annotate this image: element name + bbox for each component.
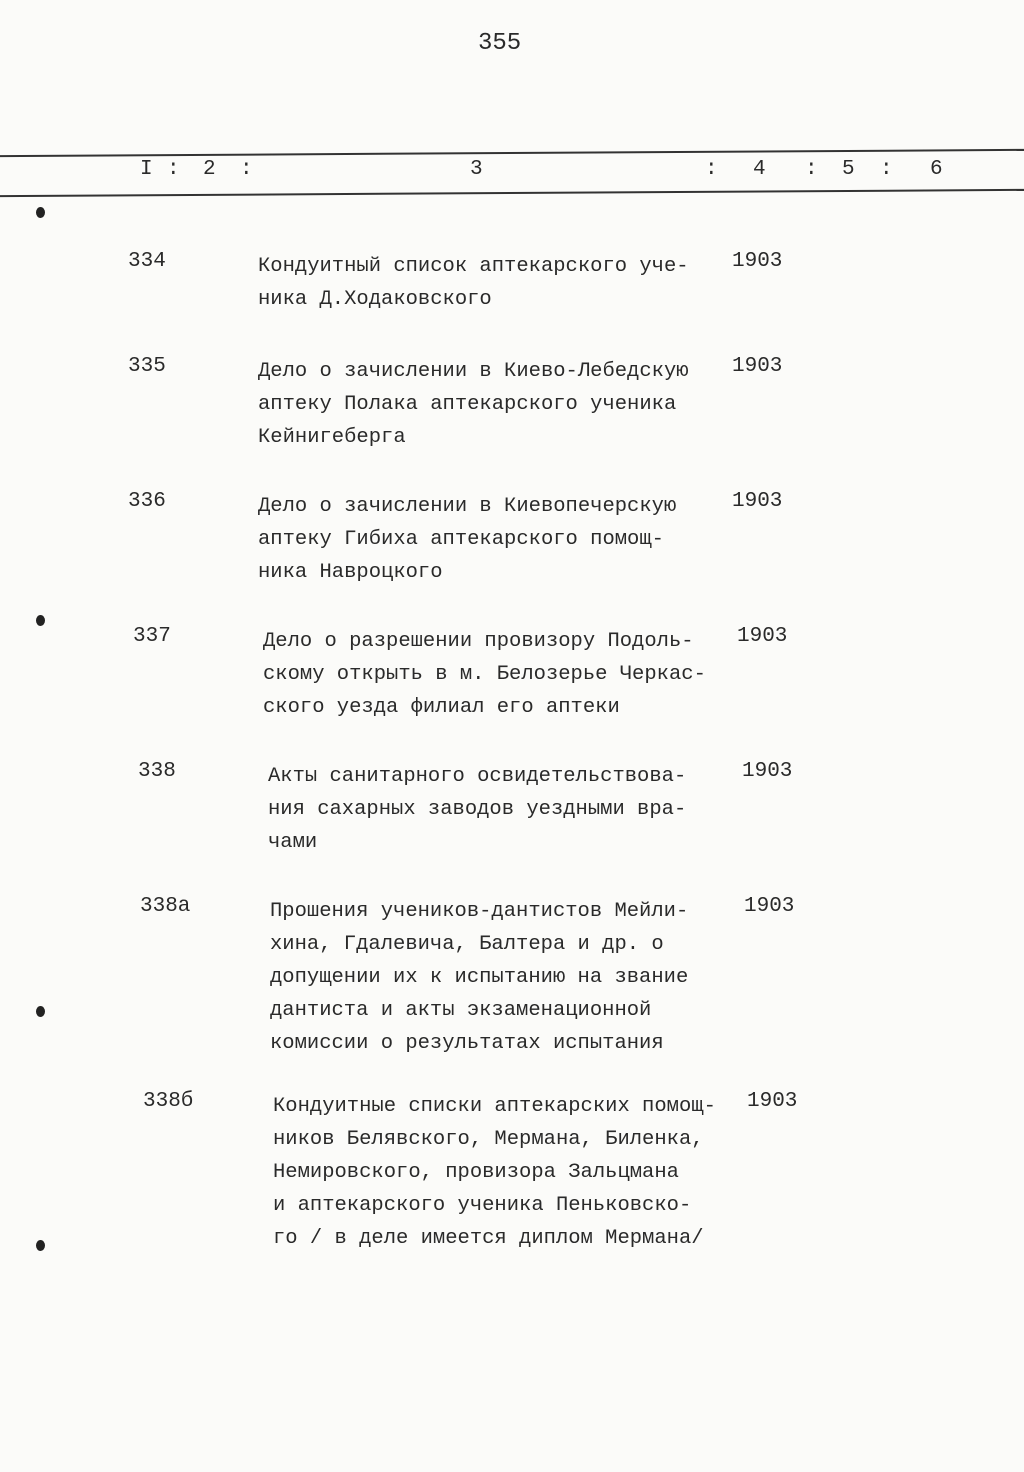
column-separator: :	[805, 158, 818, 181]
entry-number: 335	[128, 355, 166, 378]
entry-year: 1903	[742, 760, 793, 783]
column-5-label: 5	[842, 158, 855, 181]
description-line: допущении их к испытанию на звание	[270, 966, 689, 989]
entry-year: 1903	[737, 625, 788, 648]
binding-hole-mark	[36, 1240, 45, 1251]
binding-hole-mark	[36, 1006, 45, 1017]
entry-description	[258, 355, 728, 454]
description-line: ника Навроцкого	[258, 561, 443, 584]
description-line: и аптекарского ученика Пеньковско-	[273, 1194, 692, 1217]
description-line: дантиста и акты экзаменационной	[270, 999, 652, 1022]
entry-description	[268, 760, 738, 859]
description-line: хина, Гдалевича, Балтера и др. о	[270, 933, 664, 956]
entry-number: 338б	[143, 1090, 194, 1113]
entry-year: 1903	[732, 490, 783, 513]
entry-description	[270, 895, 740, 1060]
description-line: Дело о зачислении в Киево-Лебедскую	[258, 360, 689, 383]
description-line: Дело о разрешении провизору Подоль-	[263, 630, 694, 653]
description-line: ников Белявского, Мермана, Биленка,	[273, 1128, 704, 1151]
column-2-label: 2	[203, 158, 216, 181]
column-separator: :	[167, 158, 180, 181]
description-line: Немировского, провизора Зальцмана	[273, 1161, 679, 1184]
header-top-rule	[0, 149, 1024, 157]
column-separator: :	[705, 158, 718, 181]
entry-description	[258, 250, 728, 316]
description-line: чами	[268, 831, 318, 854]
entry-year: 1903	[732, 250, 783, 273]
description-line: скому открыть в м. Белозерье Черкас-	[263, 663, 706, 686]
entry-year: 1903	[747, 1090, 798, 1113]
column-separator: :	[880, 158, 893, 181]
description-line: Дело о зачислении в Киевопечерскую	[258, 495, 677, 518]
description-line: Прошения учеников-дантистов Мейли-	[270, 900, 689, 923]
entry-description	[263, 625, 733, 724]
entry-year: 1903	[732, 355, 783, 378]
description-line: Акты санитарного освидетельствова-	[268, 765, 687, 788]
description-line: комиссии о результатах испытания	[270, 1032, 664, 1055]
entry-number: 337	[133, 625, 171, 648]
page-number: 355	[478, 30, 522, 57]
binding-hole-mark	[36, 615, 45, 626]
description-line: Кондуитные спиcки аптекарских помощ-	[273, 1095, 716, 1118]
entry-description	[258, 490, 728, 589]
entry-year: 1903	[744, 895, 795, 918]
column-4-label: 4	[753, 158, 766, 181]
description-line: аптеку Гибиха аптекарского помощ-	[258, 528, 664, 551]
description-line: аптеку Полака аптекарского ученика	[258, 393, 677, 416]
binding-hole-mark	[36, 207, 45, 218]
entry-number: 334	[128, 250, 166, 273]
column-3-label: 3	[470, 158, 483, 181]
column-separator: :	[240, 158, 253, 181]
entry-number: 336	[128, 490, 166, 513]
column-1-label: I	[140, 158, 153, 181]
description-line: Кондуитный список аптекарского уче-	[258, 255, 689, 278]
header-bottom-rule	[0, 189, 1024, 197]
entry-number: 338а	[140, 895, 191, 918]
column-6-label: 6	[930, 158, 943, 181]
description-line: го / в деле имеется диплом Мермана/	[273, 1227, 704, 1250]
description-line: Кейнигеберга	[258, 426, 406, 449]
description-line: ника Д.Ходаковского	[258, 288, 492, 311]
entry-description	[273, 1090, 743, 1255]
description-line: ского уезда филиал его аптеки	[263, 696, 620, 719]
description-line: ния сахарных заводов уездными вра-	[268, 798, 687, 821]
entry-number: 338	[138, 760, 176, 783]
